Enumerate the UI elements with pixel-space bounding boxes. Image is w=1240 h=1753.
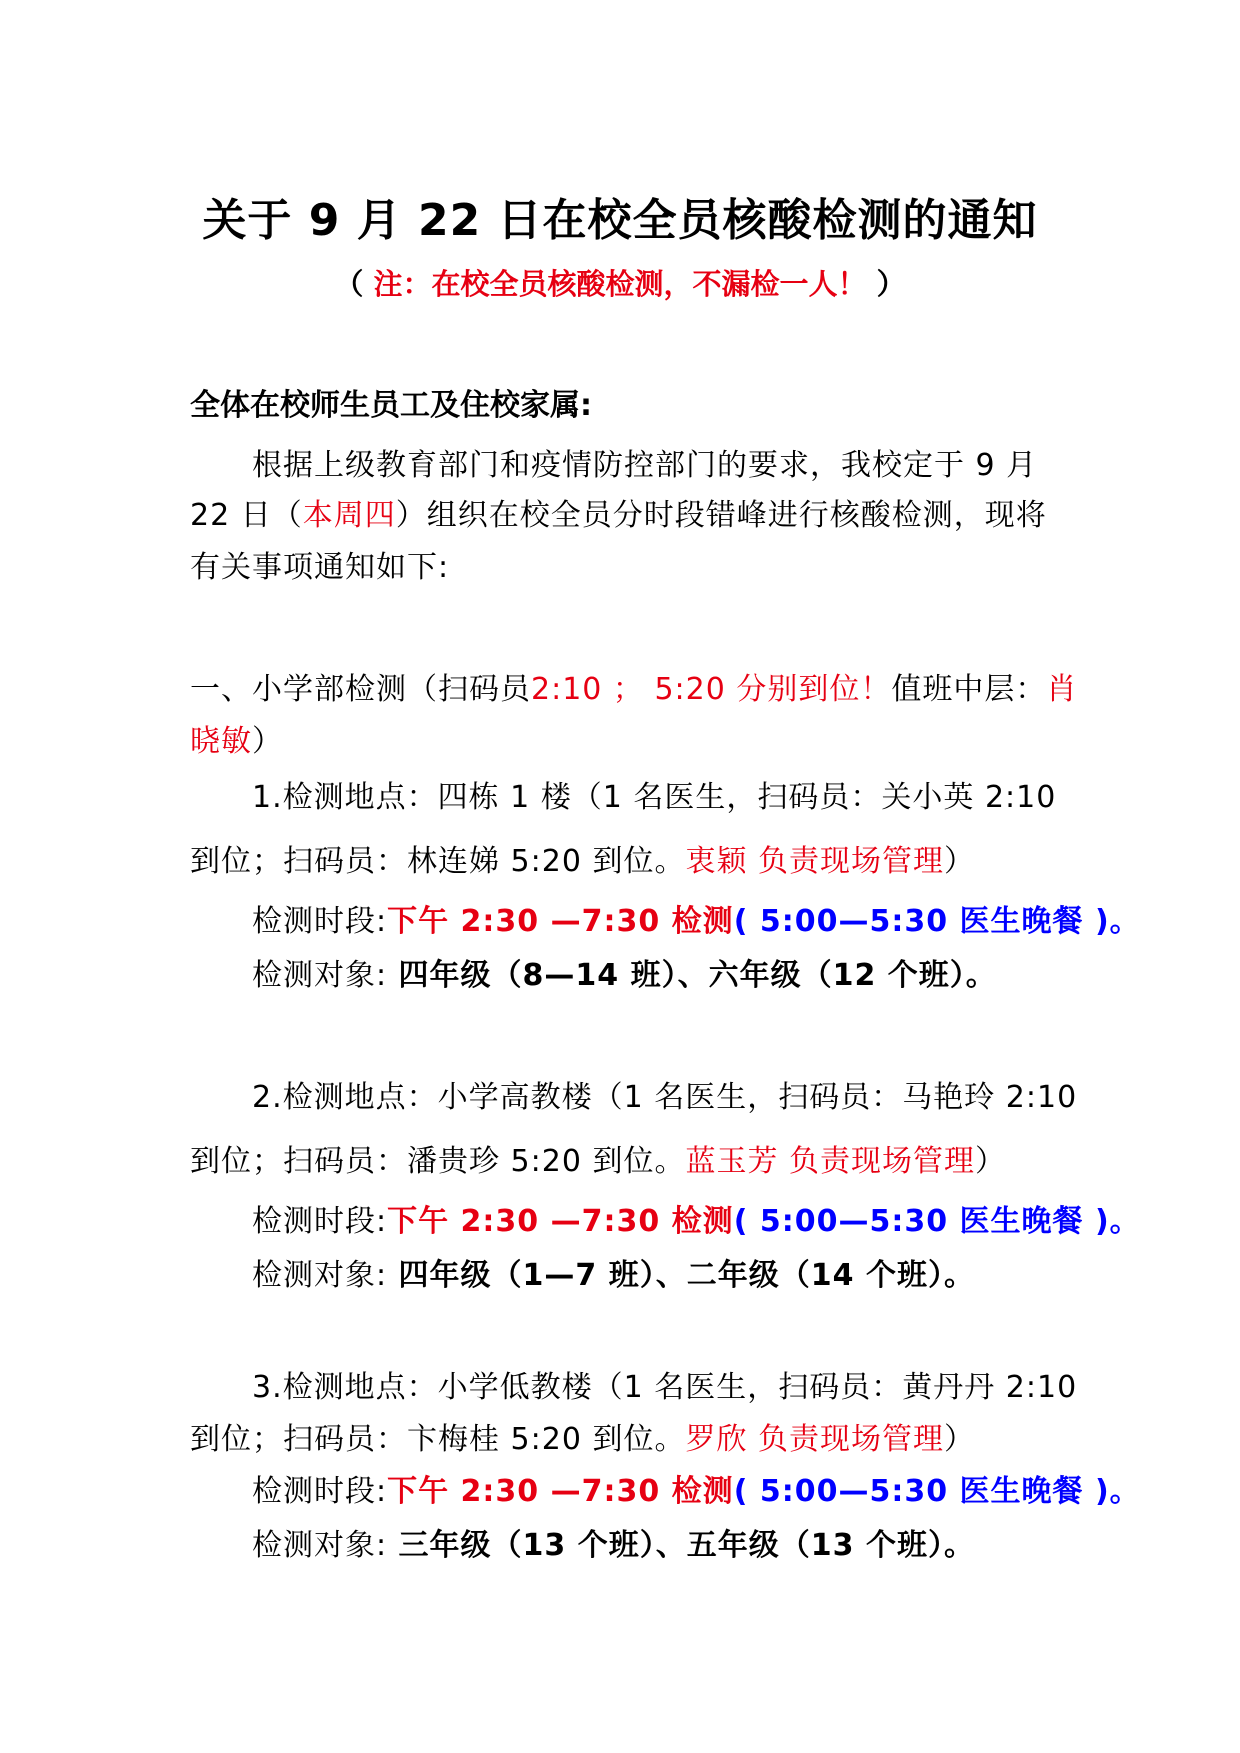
site-2-line-2: [190, 1136, 1006, 1180]
site-1-target: [252, 950, 997, 994]
greeting: 全体在校师生员工及住校家属:: [190, 388, 592, 423]
site-2-close: ）: [975, 1144, 1006, 1179]
site-3-scanner: 到位；扫码员：卞梅桂 5:20 到位。: [190, 1422, 686, 1457]
site-3-time-range: 下午 2:30 —7:30 检测: [387, 1474, 734, 1509]
site-3-meal-break: ( 5:00—5:30 医生晚餐 )。: [733, 1474, 1141, 1509]
site-2-location: 2.检测地点：小学高教楼（1 名医生，扫码员：马艳玲 2:10: [252, 1080, 1078, 1115]
site-3-time: [252, 1466, 1141, 1510]
site-1-time-range: 下午 2:30 —7:30 检测: [387, 904, 734, 939]
subtitle-close-paren: ）: [876, 267, 906, 301]
site-2-time-label: 检测时段:: [252, 1204, 388, 1239]
site-1-time-label: 检测时段:: [252, 904, 388, 939]
intro-line-2-a: 22 日（: [190, 498, 303, 533]
site-1-target-label: 检测对象:: [252, 958, 388, 993]
section1-duty-name-a: 肖: [1046, 672, 1078, 707]
site-3-close: ）: [944, 1422, 975, 1457]
section1-heading-close: ）: [252, 724, 283, 759]
site-2-target-value: 四年级（1—7 班）、二年级（14 个班）。: [387, 1258, 975, 1293]
intro-line-2: [190, 490, 1047, 534]
intro-line-2-b: ）组织在校全员分时段错峰进行核酸检测，现将: [395, 498, 1047, 533]
subtitle-note: 注：在校全员核酸检测，不漏检一人！: [373, 267, 867, 301]
site-1-manager: 衷颖 负责现场管理: [685, 844, 944, 879]
section1-heading-line-2: [190, 716, 283, 760]
section1-heading: [190, 664, 1077, 708]
site-3-target: [252, 1520, 975, 1564]
site-2-target-label: 检测对象:: [252, 1258, 388, 1293]
intro-line-1: 根据上级教育部门和疫情防控部门的要求，我校定于 9 月: [252, 448, 1038, 483]
site-3-line-2: [190, 1414, 975, 1458]
site-2-time: [252, 1196, 1141, 1240]
site-1-target-value: 四年级（8—14 班）、六年级（12 个班）。: [387, 958, 997, 993]
site-3-time-label: 检测时段:: [252, 1474, 388, 1509]
section1-heading-b: 值班中层：: [891, 672, 1047, 707]
section1-heading-a: 一、小学部检测（扫码员: [190, 672, 531, 707]
site-2-target: [252, 1250, 975, 1294]
section1-duty-name-b: 晓敏: [190, 724, 252, 759]
site-1-meal-break: ( 5:00—5:30 医生晚餐 )。: [733, 904, 1141, 939]
subtitle-open-paren: （: [334, 267, 364, 301]
document-subtitle: [0, 262, 1240, 303]
site-2-manager: 蓝玉芳 负责现场管理: [685, 1144, 975, 1179]
document-title: 关于 9 月 22 日在校全员核酸检测的通知: [202, 195, 1038, 246]
site-3-target-label: 检测对象:: [252, 1528, 388, 1563]
site-1-close: ）: [944, 844, 975, 879]
site-3-location: 3.检测地点：小学低教楼（1 名医生，扫码员：黄丹丹 2:10: [252, 1370, 1078, 1405]
site-3-target-value: 三年级（13 个班）、五年级（13 个班）。: [387, 1528, 975, 1563]
site-2-meal-break: ( 5:00—5:30 医生晚餐 )。: [733, 1204, 1141, 1239]
site-1-location: 1.检测地点：四栋 1 楼（1 名医生，扫码员：关小英 2:10: [252, 780, 1057, 815]
intro-weekday: 本周四: [302, 498, 396, 533]
site-1-line-2: [190, 836, 975, 880]
section1-scanner-times: 2:10 ； 5:20 分别到位！: [531, 672, 892, 707]
site-3-manager: 罗欣 负责现场管理: [685, 1422, 944, 1457]
site-2-scanner: 到位；扫码员：潘贵珍 5:20 到位。: [190, 1144, 686, 1179]
site-1-time: [252, 896, 1141, 940]
intro-line-3: 有关事项通知如下:: [190, 550, 450, 585]
site-1-scanner: 到位；扫码员：林连娣 5:20 到位。: [190, 844, 686, 879]
site-2-time-range: 下午 2:30 —7:30 检测: [387, 1204, 734, 1239]
